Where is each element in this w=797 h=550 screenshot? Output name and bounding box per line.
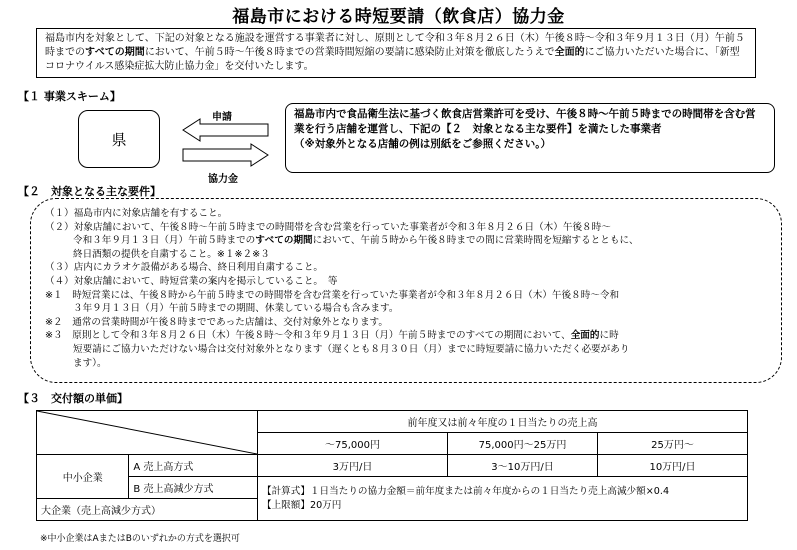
intro-text-2: において、午前５時～午後８時までの営業時間短縮の要請に感染防止対策を徹底したうえで xyxy=(144,47,555,58)
table-row xyxy=(37,477,748,499)
note-3-line2: 短要請にご協力いただけない場合は交付対象外となります（遅くとも８月３０日（月）までに時短要請に協力いただく必要があり xyxy=(73,343,630,355)
note-1-line1: ※１ 時短営業には、午後８時から午前５時までの時間帯を含む営業を行っていた事業者が令和３年８月２６日（木）午後８時～令和 xyxy=(45,289,620,301)
apply-label: 申請 xyxy=(212,112,232,123)
section1-heading: 【１ 事業スキーム】 xyxy=(18,90,121,103)
intro-bold-1: すべての期間 xyxy=(85,47,145,58)
intro-text-1: 福島市内を対象として、下記の対象となる施設を運営する事業者に対し、原則として令和３年８月２６日（木）午後８時～令和３年９月１３日（月）午前５時までの xyxy=(45,33,745,58)
note-2: ※２ 通常の営業時間が午後８時までであった店舗は、交付対象外となります。 xyxy=(45,316,388,328)
page-title: 福島市における時短要請（飲食店）協力金 xyxy=(232,7,565,27)
column-header-2: 75,000円～25万円 xyxy=(448,433,598,455)
intro-bold-2: 全面的 xyxy=(554,47,585,58)
method-a-label: A 売上高方式 xyxy=(129,455,258,477)
rate-value-2: 3～10万円/日 xyxy=(448,455,598,477)
note-3-bold: 全面的 xyxy=(570,330,600,342)
sme-label: 中小企業 xyxy=(37,455,129,499)
note-3-text: ※３ 原則として令和３年８月２６日（木）午後８時～令和３年９月１３日（月）午前５時までのすべての期間において、 xyxy=(45,330,571,342)
diagonal-line xyxy=(37,411,257,454)
requirement-2-line1: （２）対象店舗において、午後８時～午前５時までの時間帯を含む営業を行っていた事業者が令和３年８月２６日（木）午後８時～ xyxy=(45,221,611,233)
eligibility-text: 福島市内で食品衛生法に基づく飲食店営業許可を受け、午後８時～午前５時までの時間帯を含む営業を行う店舗を運営し、下記の【２ 対象となる主な要件】を満たした事業者 xyxy=(294,108,756,135)
requirement-4: （４）対象店舗において、時短営業の案内を掲示していること。 等 xyxy=(45,275,338,287)
payment-arrow xyxy=(183,144,268,166)
table-row xyxy=(37,455,748,477)
prefecture-box: 県 xyxy=(78,110,160,168)
requirement-2-line2 xyxy=(45,234,771,248)
table-header-main: 前年度又は前々年度の１日当たりの売上高 xyxy=(258,411,748,433)
requirement-2-bold: すべての期間 xyxy=(255,235,313,247)
column-header-3: 25万円～ xyxy=(598,433,748,455)
intro-text-3: にご協力いただいた場合に、「新型コロナウイルス感染症拡大防止協力金」を交付いたします。 xyxy=(45,47,740,72)
note-1-line2: ３年９月１３日（月）午前５時までの期間、休業している場合も含みます。 xyxy=(73,303,399,315)
requirements-box xyxy=(30,198,782,383)
method-b-label: B 売上高減少方式 xyxy=(129,477,258,499)
formula-text: 【計算式】１日当たりの協力金額＝前年度または前々年度からの１日当たり売上高減少額×0.4 xyxy=(262,485,670,497)
requirement-3: （３）店内にカラオケ設備がある場合、終日利用自粛すること。 xyxy=(45,262,324,274)
cap-text: 【上限額】20万円 xyxy=(262,499,342,511)
eligibility-box xyxy=(285,103,775,173)
requirement-2-text-b: において、午前５時から午後８時までの間に営業時間を短縮するとともに、 xyxy=(312,235,639,247)
requirement-2-line3: 終日酒類の提供を自粛すること。※１※２※３ xyxy=(73,248,270,260)
note-3-text-b: に時 xyxy=(599,330,619,342)
footnote: ※中小企業はAまたはBのいずれかの方式を選択可 xyxy=(40,534,240,544)
formula-cell xyxy=(258,477,748,521)
column-header-1: ～75,000円 xyxy=(258,433,448,455)
note-3-line1 xyxy=(45,329,771,343)
rate-value-3: 10万円/日 xyxy=(598,455,748,477)
section3-heading: 【３ 交付額の単価】 xyxy=(18,392,128,405)
rate-value-1: 3万円/日 xyxy=(258,455,448,477)
table-row xyxy=(37,411,748,433)
large-company-label: 大企業（売上高減少方式） xyxy=(37,499,258,521)
corner-cell xyxy=(37,411,258,455)
requirement-1: （１）福島市内に対象店舗を有すること。 xyxy=(45,208,228,219)
rate-table xyxy=(36,410,748,521)
payment-label: 協力金 xyxy=(208,174,238,185)
note-3-line3: ます）。 xyxy=(73,357,107,369)
requirement-2-text: 令和３年９月１３日（月）午前５時までの xyxy=(73,235,256,247)
section2-heading: 【２ 対象となる主な要件】 xyxy=(18,185,161,198)
eligibility-note: （※対象外となる店舗の例は別紙をご参照ください。） xyxy=(294,138,551,150)
